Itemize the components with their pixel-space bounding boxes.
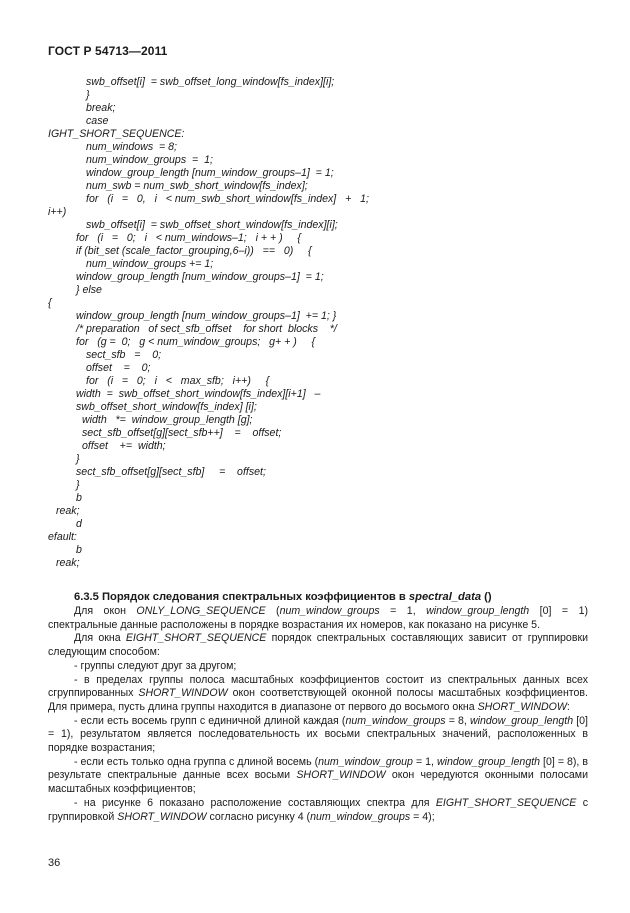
- code-line: case: [86, 115, 109, 127]
- list-item: - если есть только одна группа с длиной восемь (num_window_group = 1, window_group_length [0] = 8), в результате спектральные данные всех восьми SHORT_WINDOW окон чередуются оконными полосами масштабных коэффициентов;: [48, 755, 588, 796]
- document-header: ГОСТ Р 54713—2011: [48, 44, 168, 58]
- code-line: window_group_length [num_window_groups–1] = 1;: [86, 167, 334, 179]
- code-line: sect_sfb_offset[g][sect_sfb] = offset;: [76, 466, 266, 478]
- code-line: b: [76, 544, 82, 556]
- code-line: efault:: [48, 531, 77, 543]
- section-number: 6.3.5: [74, 591, 99, 603]
- code-line: width *= window_group_length [g];: [82, 414, 253, 426]
- section-heading: [74, 591, 492, 603]
- code-line: i++): [48, 206, 67, 218]
- code-line: } else: [76, 284, 102, 296]
- code-line: for (i = 0; i < num_windows–1; i + + ) {: [76, 232, 301, 244]
- code-line: num_swb = num_swb_short_window[fs_index];: [86, 180, 308, 192]
- code-line: width = swb_offset_short_window[fs_index][i+1] –: [76, 388, 321, 400]
- code-line: b: [76, 492, 82, 504]
- code-line: num_window_groups += 1;: [86, 258, 214, 270]
- code-line: }: [76, 479, 80, 491]
- list-item: - если есть восемь групп с единичной длиной каждая (num_window_groups = 8, window_group_length [0] = 1), результатом является последовательность их восьми спектральных значений, расположенных в порядке возрастания;: [48, 714, 589, 755]
- code-line: window_group_length [num_window_groups–1] = 1;: [76, 271, 324, 283]
- code-line: sect_sfb_offset[g][sect_sfb++] = offset;: [82, 427, 282, 439]
- code-line: swb_offset[i] = swb_offset_long_window[fs_index][i];: [86, 76, 335, 88]
- code-line: offset = 0;: [86, 362, 151, 374]
- code-line: for (i = 0, i < num_swb_short_window[fs_index] + 1;: [86, 193, 369, 205]
- section-identifier: spectral_data: [408, 591, 482, 603]
- code-line: reak;: [56, 557, 80, 569]
- code-line: num_window_groups = 1;: [86, 154, 213, 166]
- code-line: d: [76, 518, 82, 530]
- paragraph: Для окна EIGHT_SHORT_SEQUENCE порядок спектральных составляющих зависит от группировки следующим способом:: [48, 632, 589, 659]
- page-number: 36: [48, 857, 61, 869]
- code-line: num_windows = 8;: [86, 141, 177, 153]
- code-line: }: [76, 453, 80, 465]
- code-line: reak;: [56, 505, 80, 517]
- code-line: }: [86, 89, 90, 101]
- code-line: for (i = 0; i < max_sfb; i++) {: [86, 375, 270, 387]
- section-title: Порядок следования спектральных коэффициентов в: [102, 591, 406, 603]
- code-line: sect_sfb = 0;: [86, 349, 162, 361]
- code-line: window_group_length [num_window_groups–1] += 1; }: [76, 310, 337, 322]
- code-line: swb_offset[i] = swb_offset_short_window[fs_index][i];: [86, 219, 338, 231]
- section-suffix: (): [484, 591, 492, 603]
- code-line: swb_offset_short_window[fs_index] [i];: [76, 401, 257, 413]
- paragraph: Для окон ONLY_LONG_SEQUENCE (num_window_groups = 1, window_group_length [0] = 1) спектральные данные расположены в порядке возрастания их номеров, как показано на рисунке 5.: [48, 605, 588, 631]
- list-item: - на рисунке 6 показано расположение составляющих спектра для EIGHT_SHORT_SEQUENCE с группировкой SHORT_WINDOW согласно рисунку 4 (num_window_groups = 4);: [48, 796, 588, 823]
- code-line: if (bit_set (scale_factor_grouping,6–i)) == 0) {: [76, 245, 312, 257]
- code-line: break;: [86, 102, 116, 114]
- list-item: - группы следуют друг за другом;: [74, 659, 237, 672]
- code-line: offset += width;: [82, 440, 166, 452]
- code-line: /* preparation of sect_sfb_offset for short blocks */: [76, 323, 337, 335]
- code-line: for (g = 0; g < num_window_groups; g+ + ) {: [76, 336, 316, 348]
- code-line: IGHT_SHORT_SEQUENCE:: [48, 128, 185, 140]
- code-line: {: [48, 297, 52, 309]
- body-text: [48, 605, 588, 824]
- list-item: - в пределах группы полоса масштабных коэффициентов состоит из спектральных данных всех сгруппированных SHORT_WINDOW окон соответствующей оконной полосы масштабных коэффициентов. Для примера, пусть длина группы находится в диапазоне от первого до восьмого окна SHORT_WINDOW:: [48, 673, 588, 713]
